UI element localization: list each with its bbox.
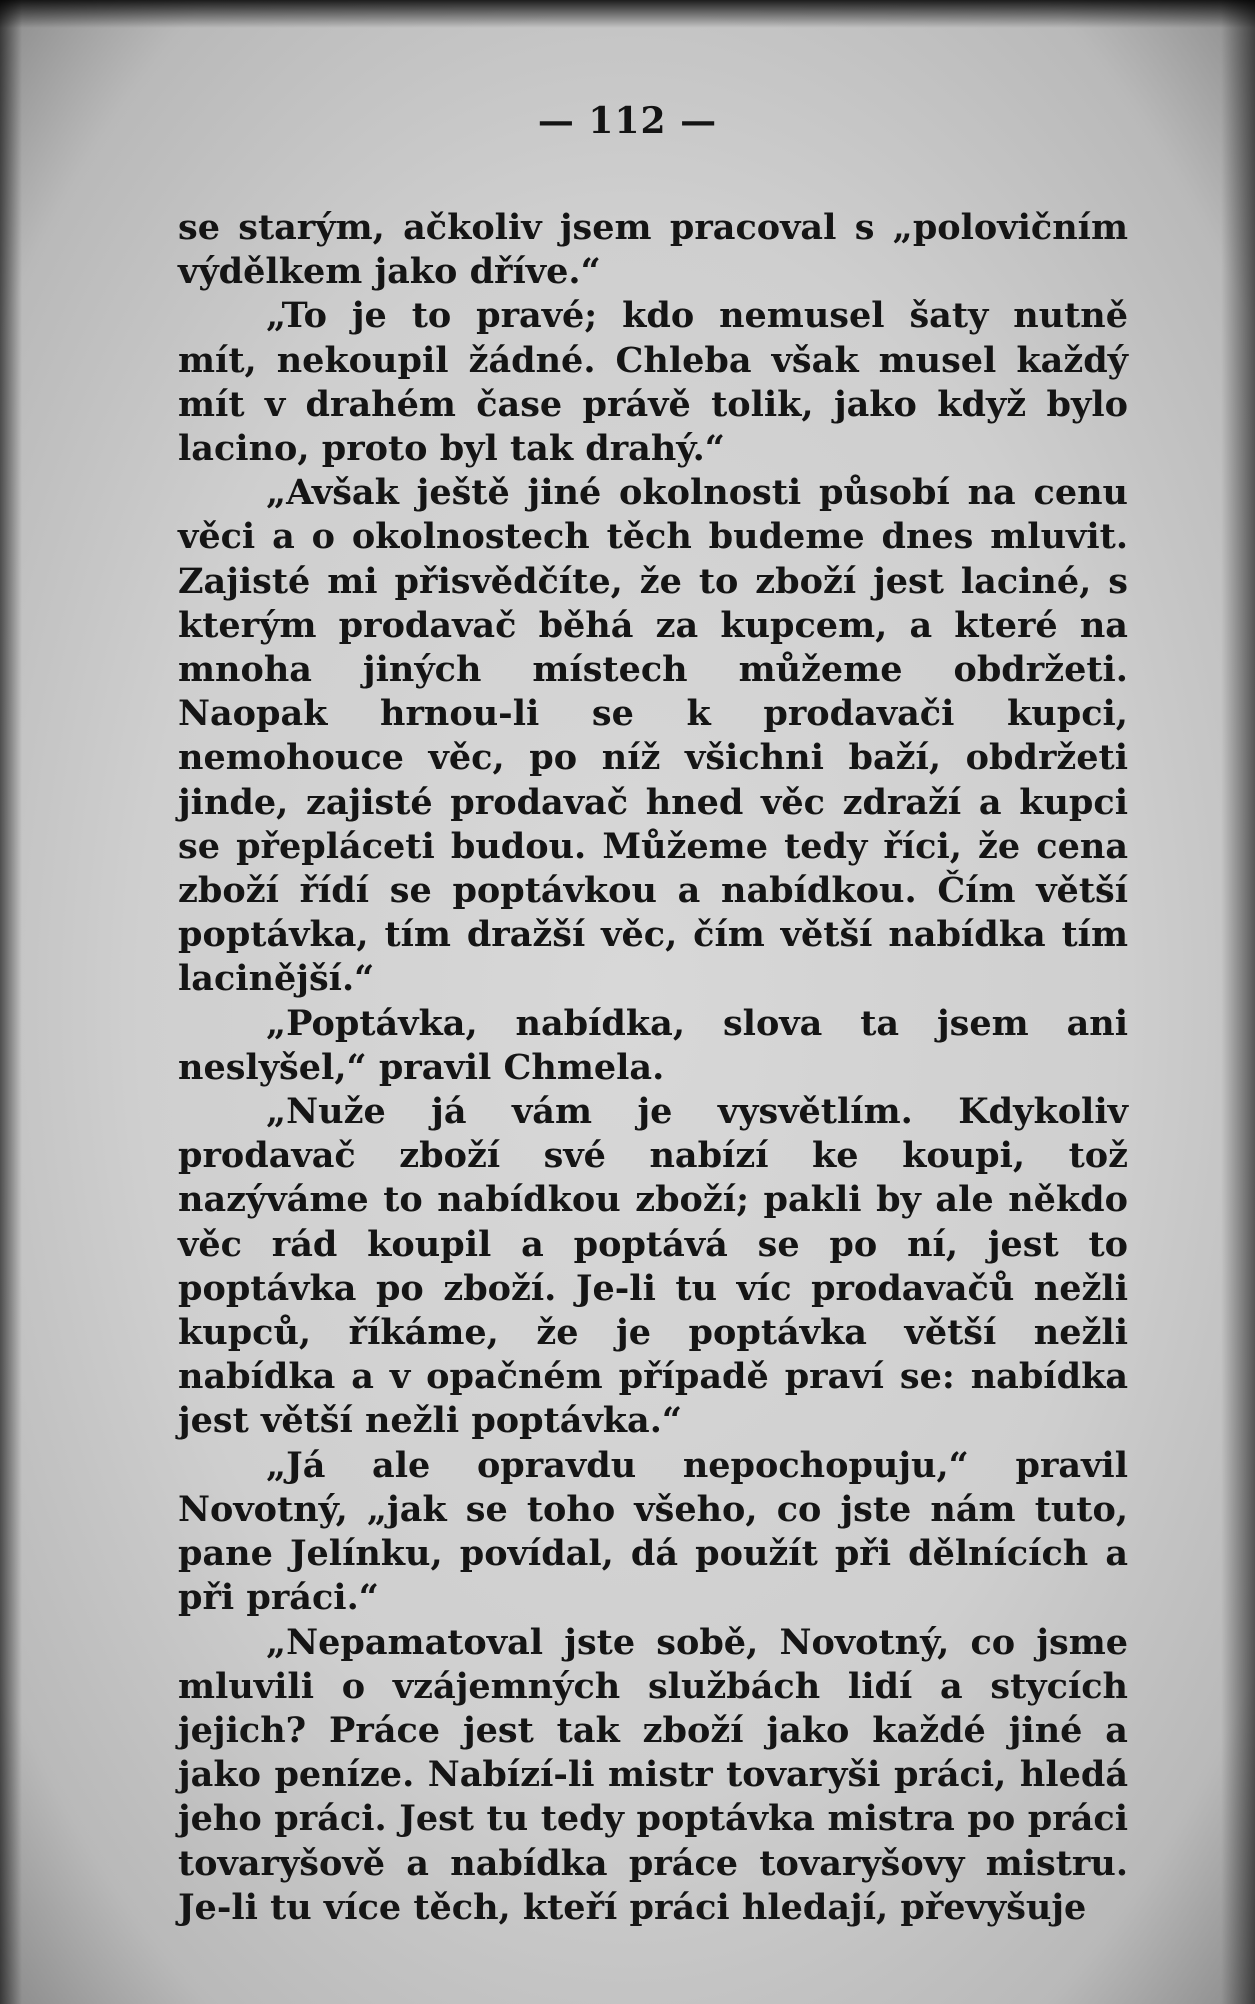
scan-shadow-top [0, 0, 1255, 28]
scan-shadow-left [0, 0, 22, 2004]
paragraph: „Avšak ještě jiné okolnosti působí na cenu věci a o okolnostech těch budeme dnes mluvit. Zajisté mi přisvědčíte, že to zboží jest laciné, s kterým prodavač běhá za kupcem, a které na mnoha jiných místech můžeme obdržeti. Naopak hrnou-li se k prodavači kupci, nemohouce věc, po níž všichni baží, obdržeti jinde, zajisté prodavač hned věc zdraží a kupci se přepláceti budou. Můžeme tedy říci, že cena zboží řídí se poptávkou a nabídkou. Čím větší poptávka, tím dražší věc, čím větší nabídka tím lacinější.“ [178, 472, 1128, 1000]
scan-shadow-right [1221, 0, 1255, 2004]
paragraph: „Já ale opravdu nepochopuju,“ pravil Novotný, „jak se toho všeho, co jste nám tuto, pane Jelínku, povídal, dá použít při dělnících a při práci.“ [178, 1444, 1128, 1619]
body-text [178, 206, 1128, 1930]
paragraph: „To je to pravé; kdo nemusel šaty nutně mít, nekoupil žádné. Chleba však musel každý mít v drahém čase právě tolik, jako když bylo lacino, proto byl tak drahý.“ [178, 295, 1128, 470]
paragraph: se starým, ačkoliv jsem pracoval s „polovičním výdělkem jako dříve.“ [178, 207, 1128, 293]
page-number: — 112 — [537, 100, 718, 142]
paragraph: „Nuže já vám je vysvětlím. Kdykoliv prodavač zboží své nabízí ke koupi, tož nazýváme to nabídkou zboží; pakli by ale někdo věc rád koupil a poptává se po ní, jest to poptávka po zboží. Je-li tu víc prodavačů nežli kupců, říkáme, že je poptávka větší nežli nabídka a v opačném případě praví se: nabídka jest větší nežli poptávka.“ [178, 1091, 1128, 1442]
paragraph: „Poptávka, nabídka, slova ta jsem ani neslyšel,“ pravil Chmela. [178, 1002, 1128, 1088]
paragraph: „Nepamatoval jste sobě, Novotný, co jsme mluvili o vzájemných službách lidí a stycích jejich? Práce jest tak zboží jako každé jiné a jako peníze. Nabízí-li mistr tovaryši práci, hledá jeho práci. Jest tu tedy poptávka mistra po práci tovaryšově a nabídka práce tovaryšovy mistru. Je-li tu více těch, kteří práci hledají, převyšuje [178, 1621, 1128, 1928]
